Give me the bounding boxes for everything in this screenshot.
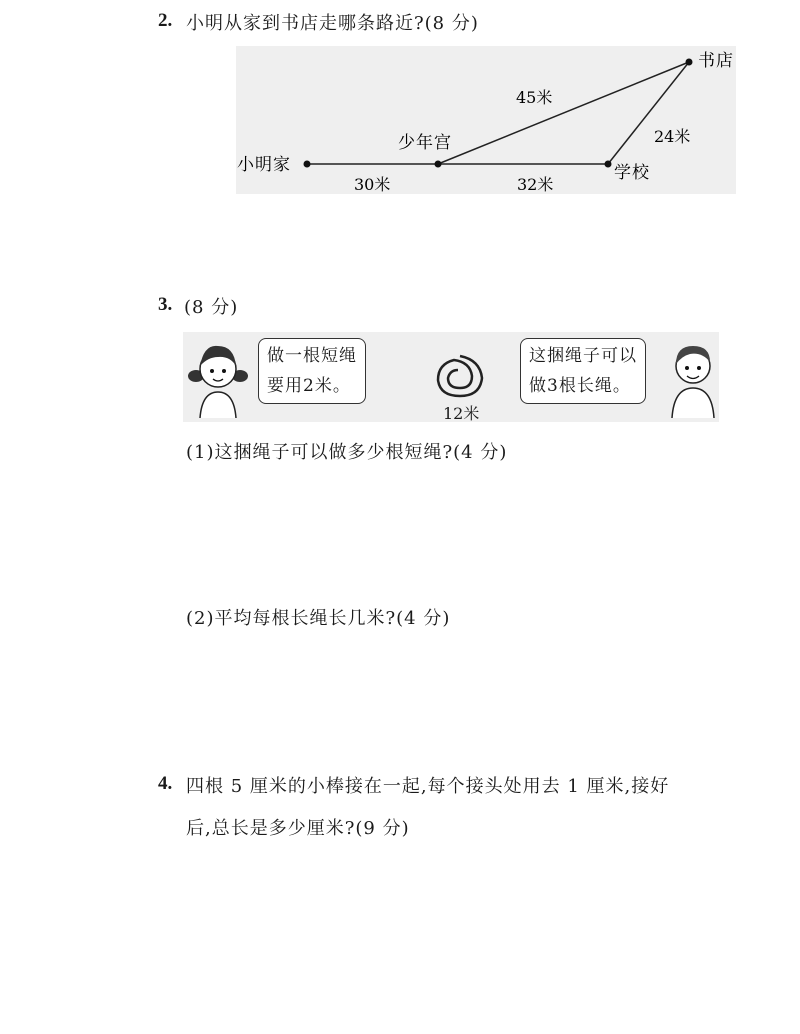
- girl-bubble-line1: 做一根短绳: [267, 346, 357, 366]
- rope-length-label: 12米: [443, 404, 480, 423]
- q3-text: (8 分): [184, 297, 239, 318]
- girl-bubble-line2: 要用2米。: [267, 376, 351, 396]
- q4-line2: 后,总长是多少厘米?(9 分): [186, 818, 410, 839]
- label-bookstore: 书店: [698, 51, 734, 71]
- girl-speech-bubble: [258, 338, 366, 404]
- boy-bubble-line2: 做3根长绳。: [529, 376, 631, 396]
- q2-route-map: [0, 0, 800, 210]
- girl-icon: [186, 336, 250, 418]
- school-dot: [605, 161, 612, 168]
- road-palace-bookstore: [438, 62, 689, 164]
- q3-sub1: (1)这捆绳子可以做多少根短绳?(4 分): [186, 442, 508, 463]
- label-45m: 45米: [516, 88, 553, 107]
- boy-icon: [668, 336, 718, 418]
- q3-sub2: (2)平均每根长绳长几米?(4 分): [186, 608, 451, 629]
- q4-line1: 四根 5 厘米的小棒接在一起,每个接头处用去 1 厘米,接好: [186, 776, 670, 797]
- label-home: 小明家: [237, 155, 291, 175]
- palace-dot: [435, 161, 442, 168]
- rope-coil-icon: [430, 350, 490, 402]
- label-palace: 少年宫: [398, 133, 452, 153]
- bookstore-dot: [686, 59, 693, 66]
- home-dot: [304, 161, 311, 168]
- label-school: 学校: [614, 163, 650, 183]
- q2-number: 2.: [158, 10, 173, 31]
- label-30m: 30米: [354, 175, 391, 194]
- q2-text: 小明从家到书店走哪条路近?(8 分): [186, 13, 479, 34]
- q4-number: 4.: [158, 773, 173, 794]
- boy-speech-bubble: [520, 338, 646, 404]
- label-24m: 24米: [654, 127, 691, 146]
- label-32m: 32米: [517, 175, 554, 194]
- road-school-bookstore: [608, 62, 689, 164]
- boy-bubble-line1: 这捆绳子可以: [529, 346, 637, 366]
- q3-number: 3.: [158, 294, 173, 315]
